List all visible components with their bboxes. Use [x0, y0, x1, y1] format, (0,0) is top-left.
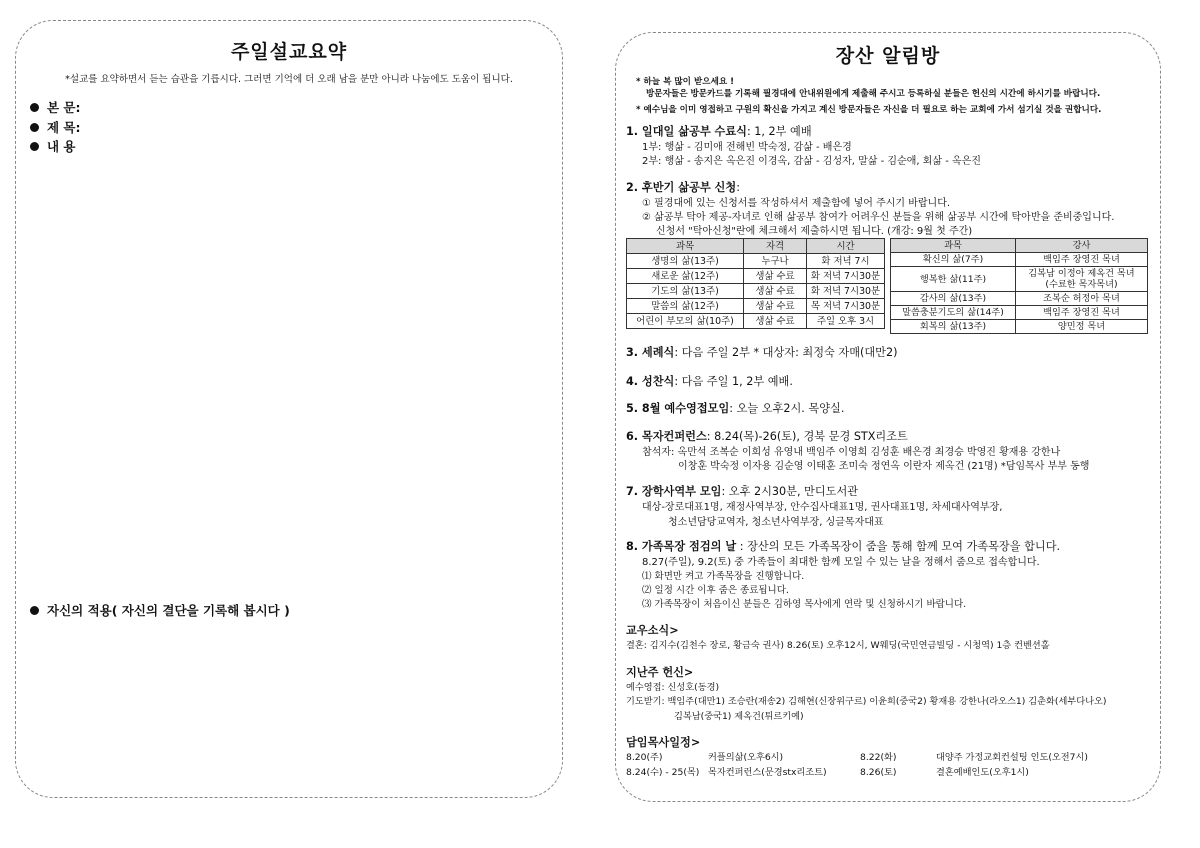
sermon-summary-title: 주일설교요약: [230, 41, 348, 63]
item-2-heading: 2. 후반기 삶공부 신청:: [626, 181, 740, 194]
item-2-line2: ② 삶공부 탁아 제공-자녀로 인해 삶공부 참여가 어려우신 분들을 위해 삶공부 시간에 탁아반을 준비중입니다.: [642, 212, 1115, 223]
table-header-row: 과목 강사: [891, 239, 1148, 253]
bullet-application: 자신의 적용( 자신의 결단을 기록해 봅시다 ): [30, 601, 290, 619]
schedule-event: 커플의삶(오후6시): [708, 752, 784, 763]
schedule-event: 결혼예배인도(오후1시): [936, 767, 1029, 778]
item-8-line1: 8.27(주일), 9.2(토) 중 가족들이 최대한 함께 모일 수 있는 날을 정해서 줌으로 접속합니다.: [642, 557, 1040, 568]
table-row: 어린이 부모의 삶(10주) 생삶 수료 주일 오후 3시: [627, 314, 885, 329]
notice-greeting: * 하늘 복 많이 받으세요 !: [636, 77, 735, 87]
church-news-heading: 교우소식>: [626, 624, 679, 637]
item-8-heading: 8. 가족목장 점검의 날 : 장산의 모든 가족목장이 줌을 통해 함께 모여 가족목장을 합니다.: [626, 540, 1061, 553]
bullet-dot-icon: [30, 123, 39, 132]
notice-believers: * 예수님을 이미 영접하고 구원의 확신을 가지고 계신 방문자들은 자신을 더 필요로 하는 교회에 가서 섬기실 것을 권합니다.: [636, 105, 1102, 115]
bullet-scripture: 본 문:: [30, 98, 81, 116]
bullet-sermon-title: 제 목:: [30, 118, 81, 136]
table-row: 기도의 삶(13주) 생삶 수료 화 저녁 7시30분: [627, 284, 885, 299]
bullet-dot-icon: [30, 606, 39, 615]
item-6-heading: 6. 목자컨퍼런스: 8.24(목)-26(토), 경북 문경 STX리조트: [626, 430, 908, 443]
table-row: 말씀충분기도의 삶(14주) 백임주 장영진 목녀: [891, 306, 1148, 320]
notice-visitors: 방문자들은 방문카드를 기록해 필경대에 안내위원에게 제출해 주시고 등록하실 분들은 헌신의 시간에 하시기를 바랍니다.: [646, 89, 1101, 99]
item-6-line1: 참석자: 옥만석 조복순 이희성 유영내 백임주 이영희 김성훈 배은경 최경승 박영진 황재용 강한나: [642, 447, 1061, 458]
schedule-event: 목자컨퍼런스(문경stx리조트): [708, 767, 827, 778]
table-row: 말씀의 삶(12주) 생삶 수료 목 저녁 7시30분: [627, 299, 885, 314]
table-row: 회복의 삶(13주) 양민정 목녀: [891, 320, 1148, 334]
bullet-dot-icon: [30, 142, 39, 151]
announcements-title: 장산 알림방: [835, 45, 941, 67]
item-3-baptism: 3. 세례식: 다음 주일 2부 * 대상자: 최정숙 자매(대만2): [626, 346, 898, 359]
item-1-heading: 1. 일대일 삶공부 수료식: 1, 2부 예배: [626, 125, 812, 138]
item-2-line3: 신청서 "탁아신청"란에 체크해서 제출하시면 됩니다. (개강: 9월 첫 주간): [656, 226, 973, 237]
dedication-line2: 기도받기: 백임주(대만1) 조승란(재송2) 김해현(신장위구르) 이윤희(중국2) 황재용 강한나(라오스1) 김춘화(세부다나오): [626, 696, 1107, 707]
item-1-line2: 2부: 행삶 - 송지은 옥은진 이경옥, 감삶 - 김성자, 말삶 - 김순애, 회삶 - 옥은진: [642, 156, 982, 167]
item-8-line2: ⑴ 화면만 켜고 가족목장을 진행합니다.: [642, 571, 805, 582]
church-news-wedding: 결혼: 김지수(김천수 장로, 황금숙 권사) 8.26(토) 오후12시, W웨딩(국민연금빌딩 - 시청역) 1층 컨벤션홀: [626, 640, 1050, 651]
schedule-date: 8.26(토): [860, 767, 897, 778]
dedication-line1: 예수영접: 신성호(동경): [626, 682, 720, 693]
schedule-date: 8.20(주): [626, 752, 663, 763]
schedule-date: 8.24(수) - 25(목): [626, 767, 700, 778]
item-6-line2: 이창훈 박숙정 이자용 김순영 이태훈 조미숙 정연옥 이란자 제옥건 (21명) *담임목사 부부 동행: [678, 461, 1090, 472]
schedule-event: 대양주 가정교회컨설팅 인도(오전7시): [936, 752, 1088, 763]
bullet-content: 내 용: [30, 137, 76, 155]
item-8-line3: ⑵ 일정 시간 이후 줌은 종료됩니다.: [642, 585, 789, 596]
item-2-line1: ① 필경대에 있는 신청서를 작성하셔서 제출함에 넣어 주시기 바랍니다.: [642, 198, 951, 209]
item-7-heading: 7. 장학사역부 모임: 오후 2시30분, 만디도서관: [626, 485, 859, 498]
item-7-line1: 대상-장로대표1명, 재정사역부장, 안수집사대표1명, 권사대표1명, 차세대사역부장,: [642, 502, 1003, 513]
sermon-summary-subtitle: *설교를 요약하면서 듣는 습관을 기릅시다. 그러면 기억에 더 오래 남을 분만 아니라 나눔에도 도움이 됩니다.: [65, 74, 513, 85]
item-1-line1: 1부: 행삶 - 김미애 전해빈 박숙정, 감삶 - 배은경: [642, 142, 852, 153]
table-row: 생명의 삶(13주) 누구나 화 저녁 7시: [627, 254, 885, 269]
item-7-line2: 청소년담당교역자, 청소년사역부장, 싱글목자대표: [668, 517, 884, 528]
table-row: 확신의 삶(7주) 백임주 장영진 목녀: [891, 253, 1148, 267]
announcements-panel: [615, 32, 1161, 802]
table-header-row: 과목 자격 시간: [627, 239, 885, 254]
sermon-summary-panel: [15, 20, 563, 798]
table-row: 새로운 삶(12주) 생삶 수료 화 저녁 7시30분: [627, 269, 885, 284]
item-8-line4: ⑶ 가족목장이 처음이신 분들은 김하영 목사에게 연락 및 신청하시기 바랍니다.: [642, 599, 967, 610]
course-schedule-table: [626, 238, 885, 329]
pastor-schedule-heading: 담임목사일정>: [626, 736, 701, 749]
item-4-communion: 4. 성찬식: 다음 주일 1, 2부 예배.: [626, 375, 793, 388]
dedication-heading: 지난주 헌신>: [626, 666, 694, 679]
instructor-table: [890, 238, 1148, 334]
table-row: 감사의 삶(13주) 조복순 허정아 목녀: [891, 292, 1148, 306]
item-5-welcome-meeting: 5. 8월 예수영접모임: 오늘 오후2시. 목양실.: [626, 402, 845, 415]
bullet-dot-icon: [30, 103, 39, 112]
dedication-line3: 김복남(중국1) 제옥건(튀르키예): [674, 711, 804, 722]
schedule-date: 8.22(화): [860, 752, 897, 763]
table-row: 행복한 삶(11주) 김복남 이정아 제옥건 목녀 (수료한 목자목녀): [891, 267, 1148, 292]
